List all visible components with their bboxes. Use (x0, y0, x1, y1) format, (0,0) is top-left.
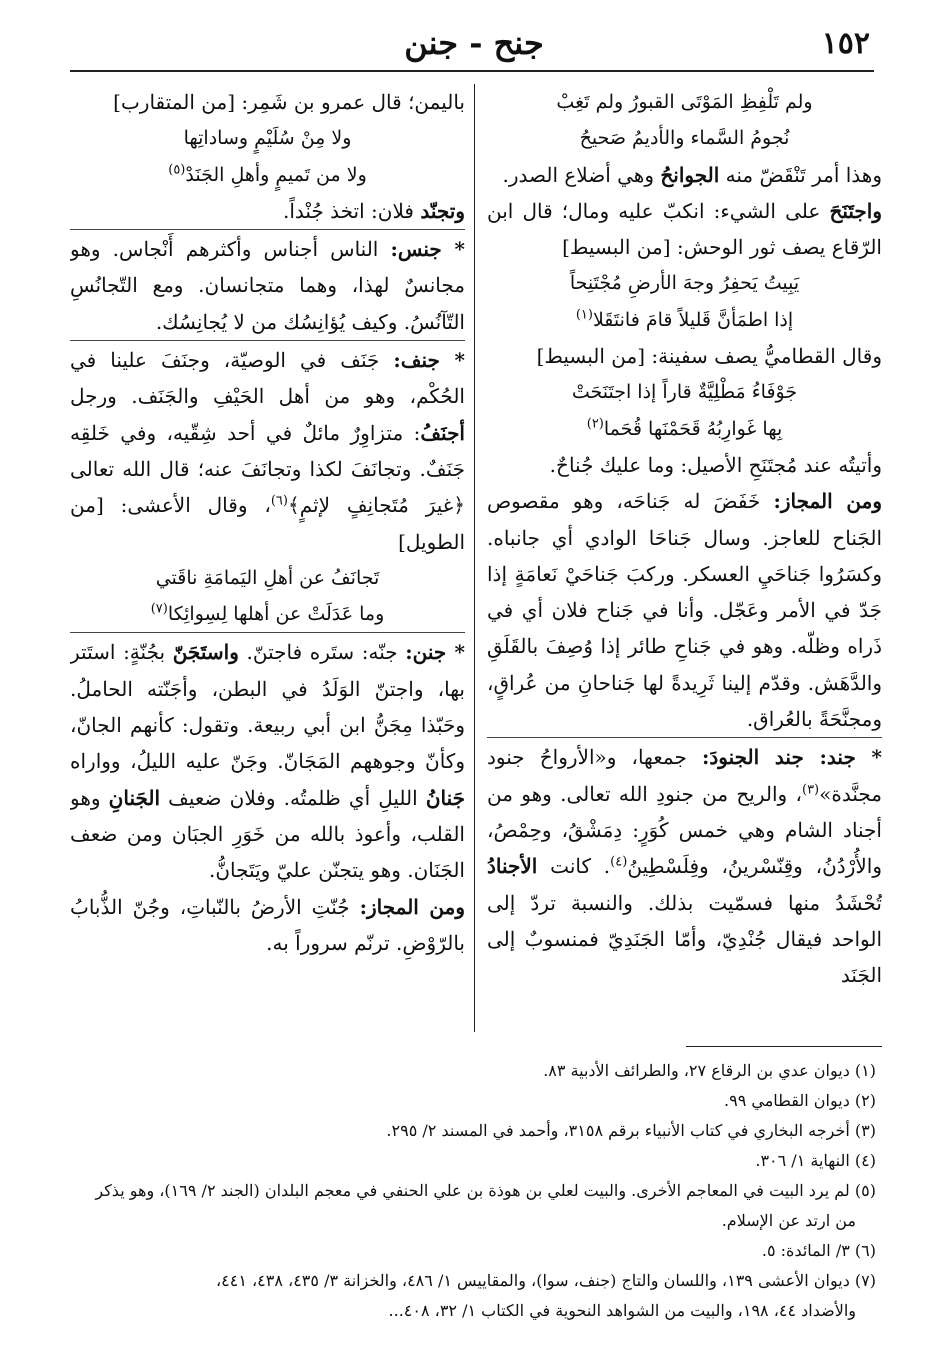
text-run: ، وقال الأعشى: (120, 493, 271, 518)
verse-text: ولا من تَميمٍ وأهلِ الجَنَدْ (185, 163, 367, 186)
footnote-continuation: والأضداد ٤٤، ١٩٨، والبيت من الشواهد النحوية في الكتاب ١/ ٣٢، ٤٠٨... (388, 1301, 856, 1320)
footnote-ref[interactable]: (٣) (801, 781, 820, 797)
bold-term: وتجنّد (420, 198, 465, 223)
bold-term: جند الجنودَ: (701, 745, 820, 770)
bold-term: واستَجَنّ (172, 640, 239, 665)
entry-jnf (70, 340, 465, 560)
footnote-ref[interactable]: (٢) (586, 416, 604, 432)
bold-term: الأجنادُ (487, 854, 538, 879)
bold-term: واجتَنَحَ (829, 198, 882, 223)
text-run: جُنّتِ الأرضُ بالنّباتِ، وجُنّ الذُّبابُ بالرّوْضِ. ترنّم سروراً به. (70, 894, 465, 955)
paragraph (487, 483, 882, 737)
footnote (70, 1086, 876, 1116)
footnote-continuation: من ارتد عن الإسلام. (721, 1211, 856, 1230)
page-number: ١٥٢ (821, 26, 870, 61)
paragraph (487, 338, 882, 374)
verse-line: ولم تَلْفِظِ المَوْتَى القبورُ ولم تَغِبْ (556, 91, 813, 113)
paragraph (487, 193, 882, 266)
text-run: وقال القطاميُّ يصف سفينة: (651, 344, 882, 369)
text-run: وهذا أمر تَنْقَضّ منه (719, 162, 882, 187)
text-run: تُحْشَدُ منها فسمّيت بذلك. والنسبة تردّ إلى الواحد فيقال جُنْدِيّ، وأمّا الجَنَدِيّ فمنسوبٌ إلى الجَنَد (487, 890, 882, 988)
footnote (70, 1176, 876, 1206)
page-title: جنح - جنن (404, 24, 544, 62)
headword: * جند: (819, 745, 882, 770)
text-run: الليلِ أي ظلمتُه. وفلان ضعيف (160, 785, 426, 810)
text-run: باليمن؛ قال عمرو بن شَمِر: (241, 90, 465, 114)
footnote-number: (٥) (854, 1181, 876, 1200)
footnote-text: ديوان عدي بن الرقاع ٢٧، والطرائف الأدبية ٨٣. (543, 1061, 850, 1080)
footnote-text: ٣/ المائدة: ٥. (761, 1241, 850, 1260)
text-run: : متزاوِرٌ مائلٌ في أحد شِقّيه، وفي خَلقِه جَنَفٌ. وتجانَفَ لكذا وتجانَفَ عنه؛ قال الله تعالى ﴿غيرَ مُتَجانِفٍ لإثمٍ﴾ (70, 420, 465, 518)
text-run: فلان: اتخذ جُنْداً. (282, 198, 421, 223)
footnote-ref[interactable]: (٦) (270, 493, 288, 509)
meter-label: [من الطويل] (70, 493, 465, 554)
footnote-number: (٦) (854, 1241, 876, 1260)
headword: * جنف: (393, 348, 465, 373)
footnote-text: لم يرد البيت في المعاجم الأخرى. والبيت لعلي بن هوذة بن علي الحنفي في معجم البلدان (الجند ٢/ ١٦٩)، وهو يذكر (95, 1181, 850, 1200)
footnote (70, 1266, 876, 1296)
footnote-number: (٢) (854, 1091, 876, 1110)
footnote-text: النهاية ١/ ٣٠٦. (755, 1151, 850, 1170)
footnote (70, 1116, 876, 1146)
verse-line (487, 302, 882, 338)
footnote-number: (٧) (854, 1271, 876, 1290)
paragraph (487, 157, 882, 193)
footnote-text: ديوان القطامي ٩٩. (724, 1091, 850, 1110)
verse-line: يَبِيتُ يَحفِرُ وجهَ الأرضِ مُجْتَنِحاً (569, 272, 800, 295)
footnote-text: أخرجه البخاري في كتاب الأنبياء برقم ٣١٥٨، وأحمد في المسند ٢/ ٢٩٥. (386, 1121, 850, 1140)
text-run: ، والريح من جنودِ الله تعالى. وهو من أجناد الشام وهي خمس كُوَرٍ: دِمَشْقُ، وحِمْصُ، والأُرْدُنُ، وقِنّسْرينُ، وفِلَسْطِينُ (487, 781, 882, 879)
text-run: جمعها، و«الأرواحُ جنود مجنَّدة» (487, 745, 882, 806)
verse-line (70, 157, 465, 193)
footnote (70, 1236, 876, 1266)
bold-term: الجوانحُ (660, 162, 720, 187)
text-run: على الشيء: انكبّ عليه ومال؛ قال ابن الرّقاع يصف ثور الوحش: (487, 198, 882, 260)
footnote-ref[interactable]: (١) (575, 307, 593, 323)
bold-term: ومن المجاز: (359, 894, 465, 919)
verse-line: تَجانَفُ عن أهلِ اليَمامَةِ ناقَتي (155, 566, 380, 589)
footnote-text: ديوان الأعشى ١٣٩، واللسان والتاج (جنف، سوا)، والمقاييس ١/ ٤٨٦، والخزانة ٣/ ٤٣٥، ٤٣٨، ٤٤١، (215, 1271, 850, 1290)
entry-jnd (487, 737, 882, 993)
meter-label: [من البسيط] (562, 235, 671, 260)
header-rule (70, 70, 874, 72)
footnote (70, 1146, 876, 1176)
headword: * جنس: (390, 237, 465, 262)
verse-line (70, 596, 465, 632)
verse-line: ولا مِنْ سُلَيْمٍ وساداتِها (183, 127, 352, 150)
headword: * جنن: (405, 640, 465, 665)
footnote-ref[interactable]: (٥) (168, 162, 186, 178)
left-column (70, 84, 465, 1032)
verse-text: بِها غَوارِبُهُ قَحَمْنَها قُحَما (603, 417, 783, 440)
footnote-rule (686, 1046, 882, 1047)
paragraph (70, 84, 465, 120)
verse-line: جَوْفَاءُ مَطْلِيَّةٌ قاراً إذا اجتَنَحَتْ (571, 381, 798, 404)
paragraph: وأتيتُه عند مُجتَنَحِ الأصيل: وما عليك جُناحٌ. (549, 452, 882, 477)
verse-text: وما عَدَلَتْ عن أهلها لِسِوائِكا (167, 603, 385, 626)
paragraph (70, 889, 465, 962)
bold-term: الجَنانِ (108, 785, 161, 810)
text-run: وهي أضلاع الصدر. (502, 162, 661, 187)
entry-jnn (70, 632, 465, 888)
footnote-number: (١) (854, 1061, 876, 1080)
column-divider (474, 84, 475, 1032)
footnote-ref[interactable]: (٧) (150, 601, 168, 617)
text-run: . كانت (537, 854, 611, 879)
bold-term: جَنانُ (425, 785, 465, 810)
footnote (70, 1056, 876, 1086)
text-run: وهو القلب، وأعوذ بالله من خَوَرِ الجبَان ومن ضعف الجَنَان. وهو يتجنّن عليّ ويَتَجانُّ. (70, 785, 465, 883)
paragraph (70, 193, 465, 229)
footnote-ref[interactable]: (٤) (610, 854, 628, 870)
entry-jns (70, 229, 465, 340)
verse-line: نُجومُ السَّماء والأديمُ صَحيحُ (579, 127, 790, 150)
text-run: جَنَف في الوصيّة، وجنَفَ علينا في الحُكْم، وهو من أهل الحَيْفِ والجَنَف. ورجل (70, 348, 465, 409)
verse-line (487, 411, 882, 447)
meter-label: [من البسيط] (536, 344, 646, 369)
bold-term: أجنَفُ (420, 420, 465, 445)
footnote-number: (٣) (854, 1121, 876, 1140)
footnotes (70, 1056, 876, 1326)
text-run: خَفَضَ له جَناحَه، وهو مقصوص الجَناح للعاجز. وسال جَناحَا الوادي أي جانباه. وكسَرُوا جَناحَيِ العسكر. وركبَ جَناحَيْ نَعامَةٍ إذا جَدّ في الأمر وعَجّل. وأنا في جَناح فلان أي في ذَراه وظلّه. وهو في جَناحِ طائر إذا وُصِفَ بالقَلَقِ والدَّهَش. وقدّم إلينا ثَرِيدةً لها جَناحانِ من عُراقٍ، ومجنَّحَةً بالعُراق. (487, 489, 882, 732)
text-run: بجُنّةٍ: استَتر بها، واجتنّ الوَلَدُ في البطن، وأجَنّته الحاملُ. وحَبّذا مِجَنُّ ابن أبي ربيعة. وتقول: كأنهم الجانّ، وكأنّ وجوههم المَجَانّ. وجَنّ عليه الليلُ، وواراه (70, 640, 465, 774)
verse-text: إذا اطمَأنَّ قَليلاً قامَ فانتَقَلا (592, 308, 794, 331)
text-run: الناس أجناس وأكثرهم أَنْجاس. وهو مجانسٌ لهذا، وهما متجانسان. ومع التّجانُسِ التّآنُسُ. وكيف يُؤانِسُك من لا يُجانِسُك. (70, 237, 465, 334)
meter-label: [من المتقارب] (113, 90, 236, 114)
bold-term: ومن المجاز: (773, 489, 882, 514)
right-column (487, 84, 882, 1032)
footnote-number: (٤) (854, 1151, 876, 1170)
text-run: جنّه: ستَره فاجتنّ. (238, 640, 406, 665)
